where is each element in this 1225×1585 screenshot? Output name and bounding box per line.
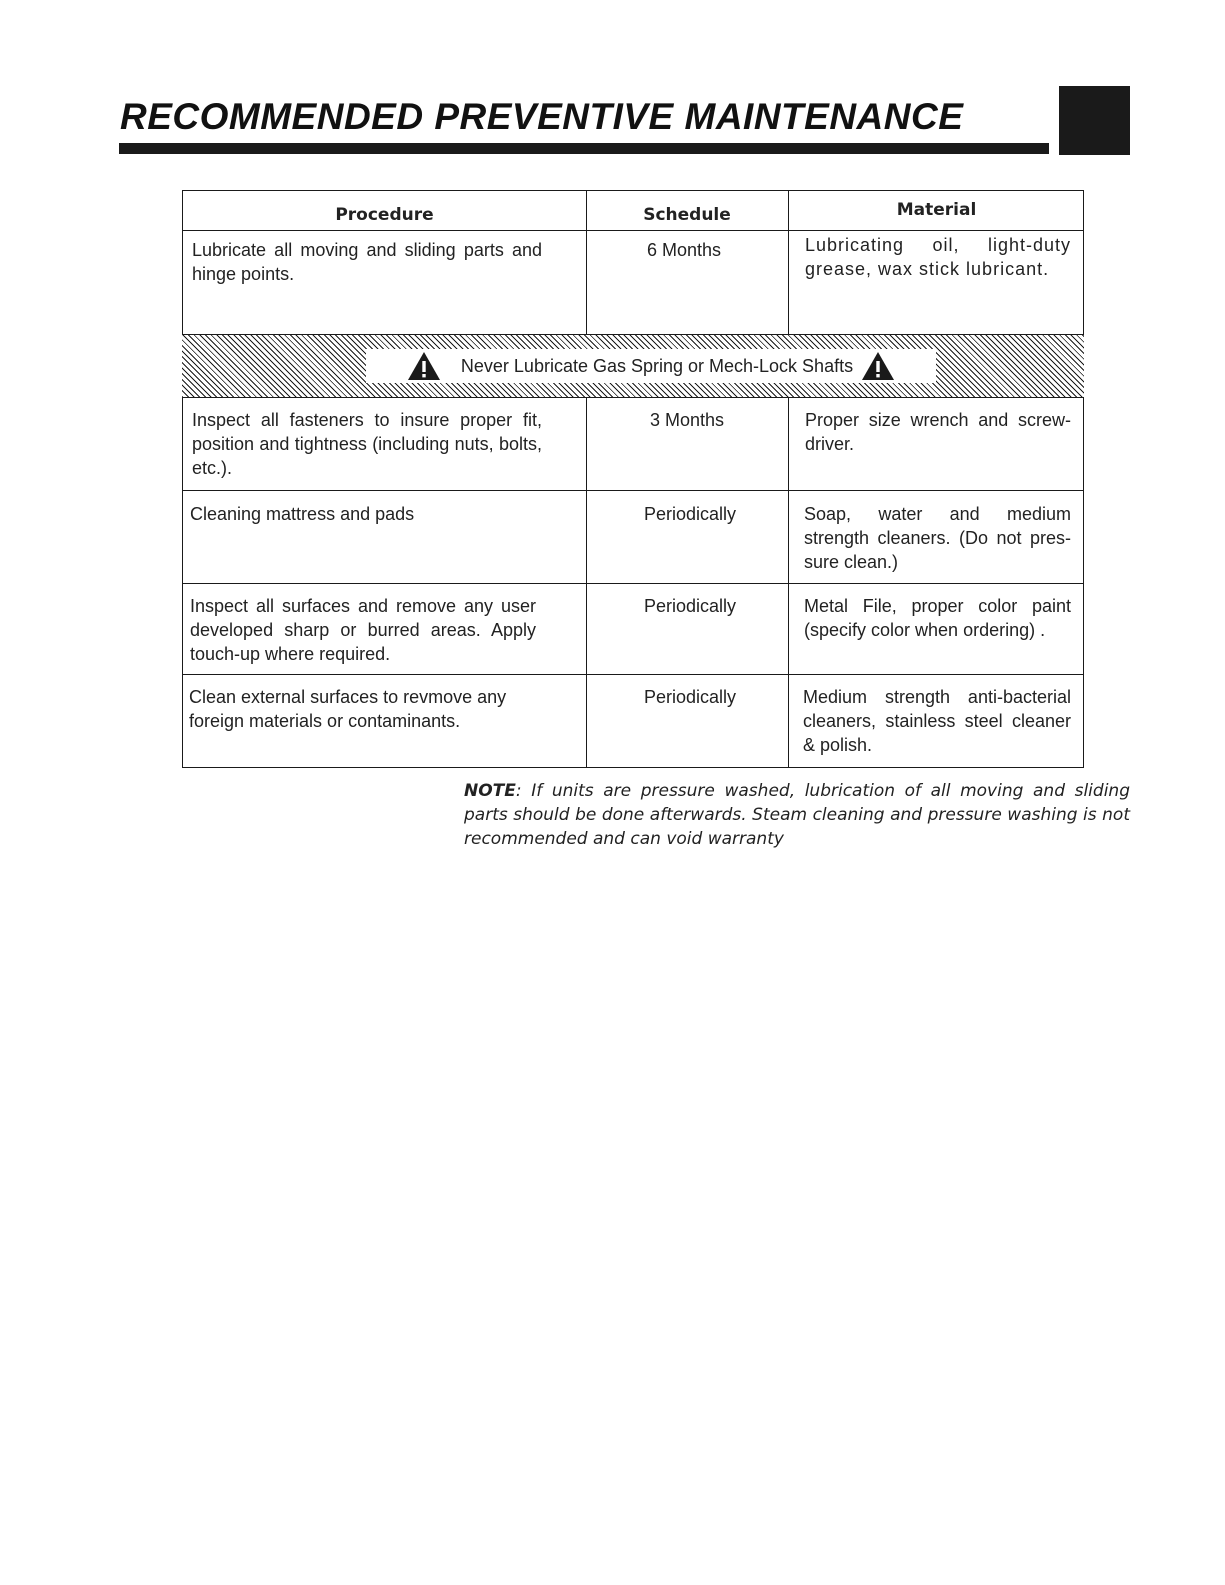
row-1-schedule: 6 Months: [646, 240, 722, 260]
warning-triangle-icon: [407, 351, 441, 381]
row-3-material: Soap, water and medium strength cleaners. (Do not pres-sure clean.): [804, 504, 1071, 572]
row-1-material: Lubricating oil, light-duty grease, wax stick lubricant.: [805, 235, 1071, 279]
page-title: RECOMMENDED PREVENTIVE MAINTENANCE: [120, 96, 964, 137]
warranty-note: [464, 779, 1130, 851]
warning-triangle-icon: [861, 351, 895, 381]
row-4-schedule: Periodically: [643, 596, 737, 616]
row-4-material: Metal File, proper color paint (specify color when ordering) .: [804, 596, 1071, 640]
note-label: NOTE: [464, 781, 516, 801]
header-material: Material: [896, 200, 977, 220]
warning-banner: [366, 349, 936, 383]
warning-hatch-band: [182, 334, 1084, 398]
maintenance-table: [182, 190, 1084, 768]
row-2-material: Proper size wrench and screw-driver.: [805, 410, 1071, 454]
note-text: : If units are pressure washed, lubrication of all moving and sliding parts should be done afterwards. Steam cleaning and pressure washing is not recommended and can void warranty: [464, 781, 1130, 849]
row-5-material: Medium strength anti-bacterial cleaners, stainless steel cleaner & polish.: [803, 687, 1071, 755]
row-5-procedure: Clean external surfaces to revmove any foreign materials or contaminants.: [189, 687, 507, 731]
row-2-procedure: Inspect all fasteners to insure proper fit, position and tightness (including nuts, bolts, etc.).: [192, 410, 542, 478]
row-divider: [183, 230, 1083, 231]
row-3-schedule: Periodically: [643, 504, 737, 524]
section-tab-block: [1059, 86, 1130, 155]
header-schedule: Schedule: [643, 205, 731, 225]
header-procedure: Procedure: [335, 205, 434, 225]
row-4-procedure: Inspect all surfaces and remove any user developed sharp or burred areas. Apply touch-up where required.: [190, 596, 536, 664]
row-5-schedule: Periodically: [643, 687, 737, 707]
row-2-schedule: 3 Months: [649, 410, 725, 430]
warning-text: Never Lubricate Gas Spring or Mech-Lock Shafts: [460, 355, 854, 376]
title-underline: [119, 143, 1049, 154]
row-divider: [183, 674, 1083, 675]
row-1-procedure: Lubricate all moving and sliding parts and hinge points.: [192, 240, 542, 284]
row-3-procedure: Cleaning mattress and pads: [190, 504, 415, 524]
row-divider: [183, 490, 1083, 491]
row-divider: [183, 583, 1083, 584]
